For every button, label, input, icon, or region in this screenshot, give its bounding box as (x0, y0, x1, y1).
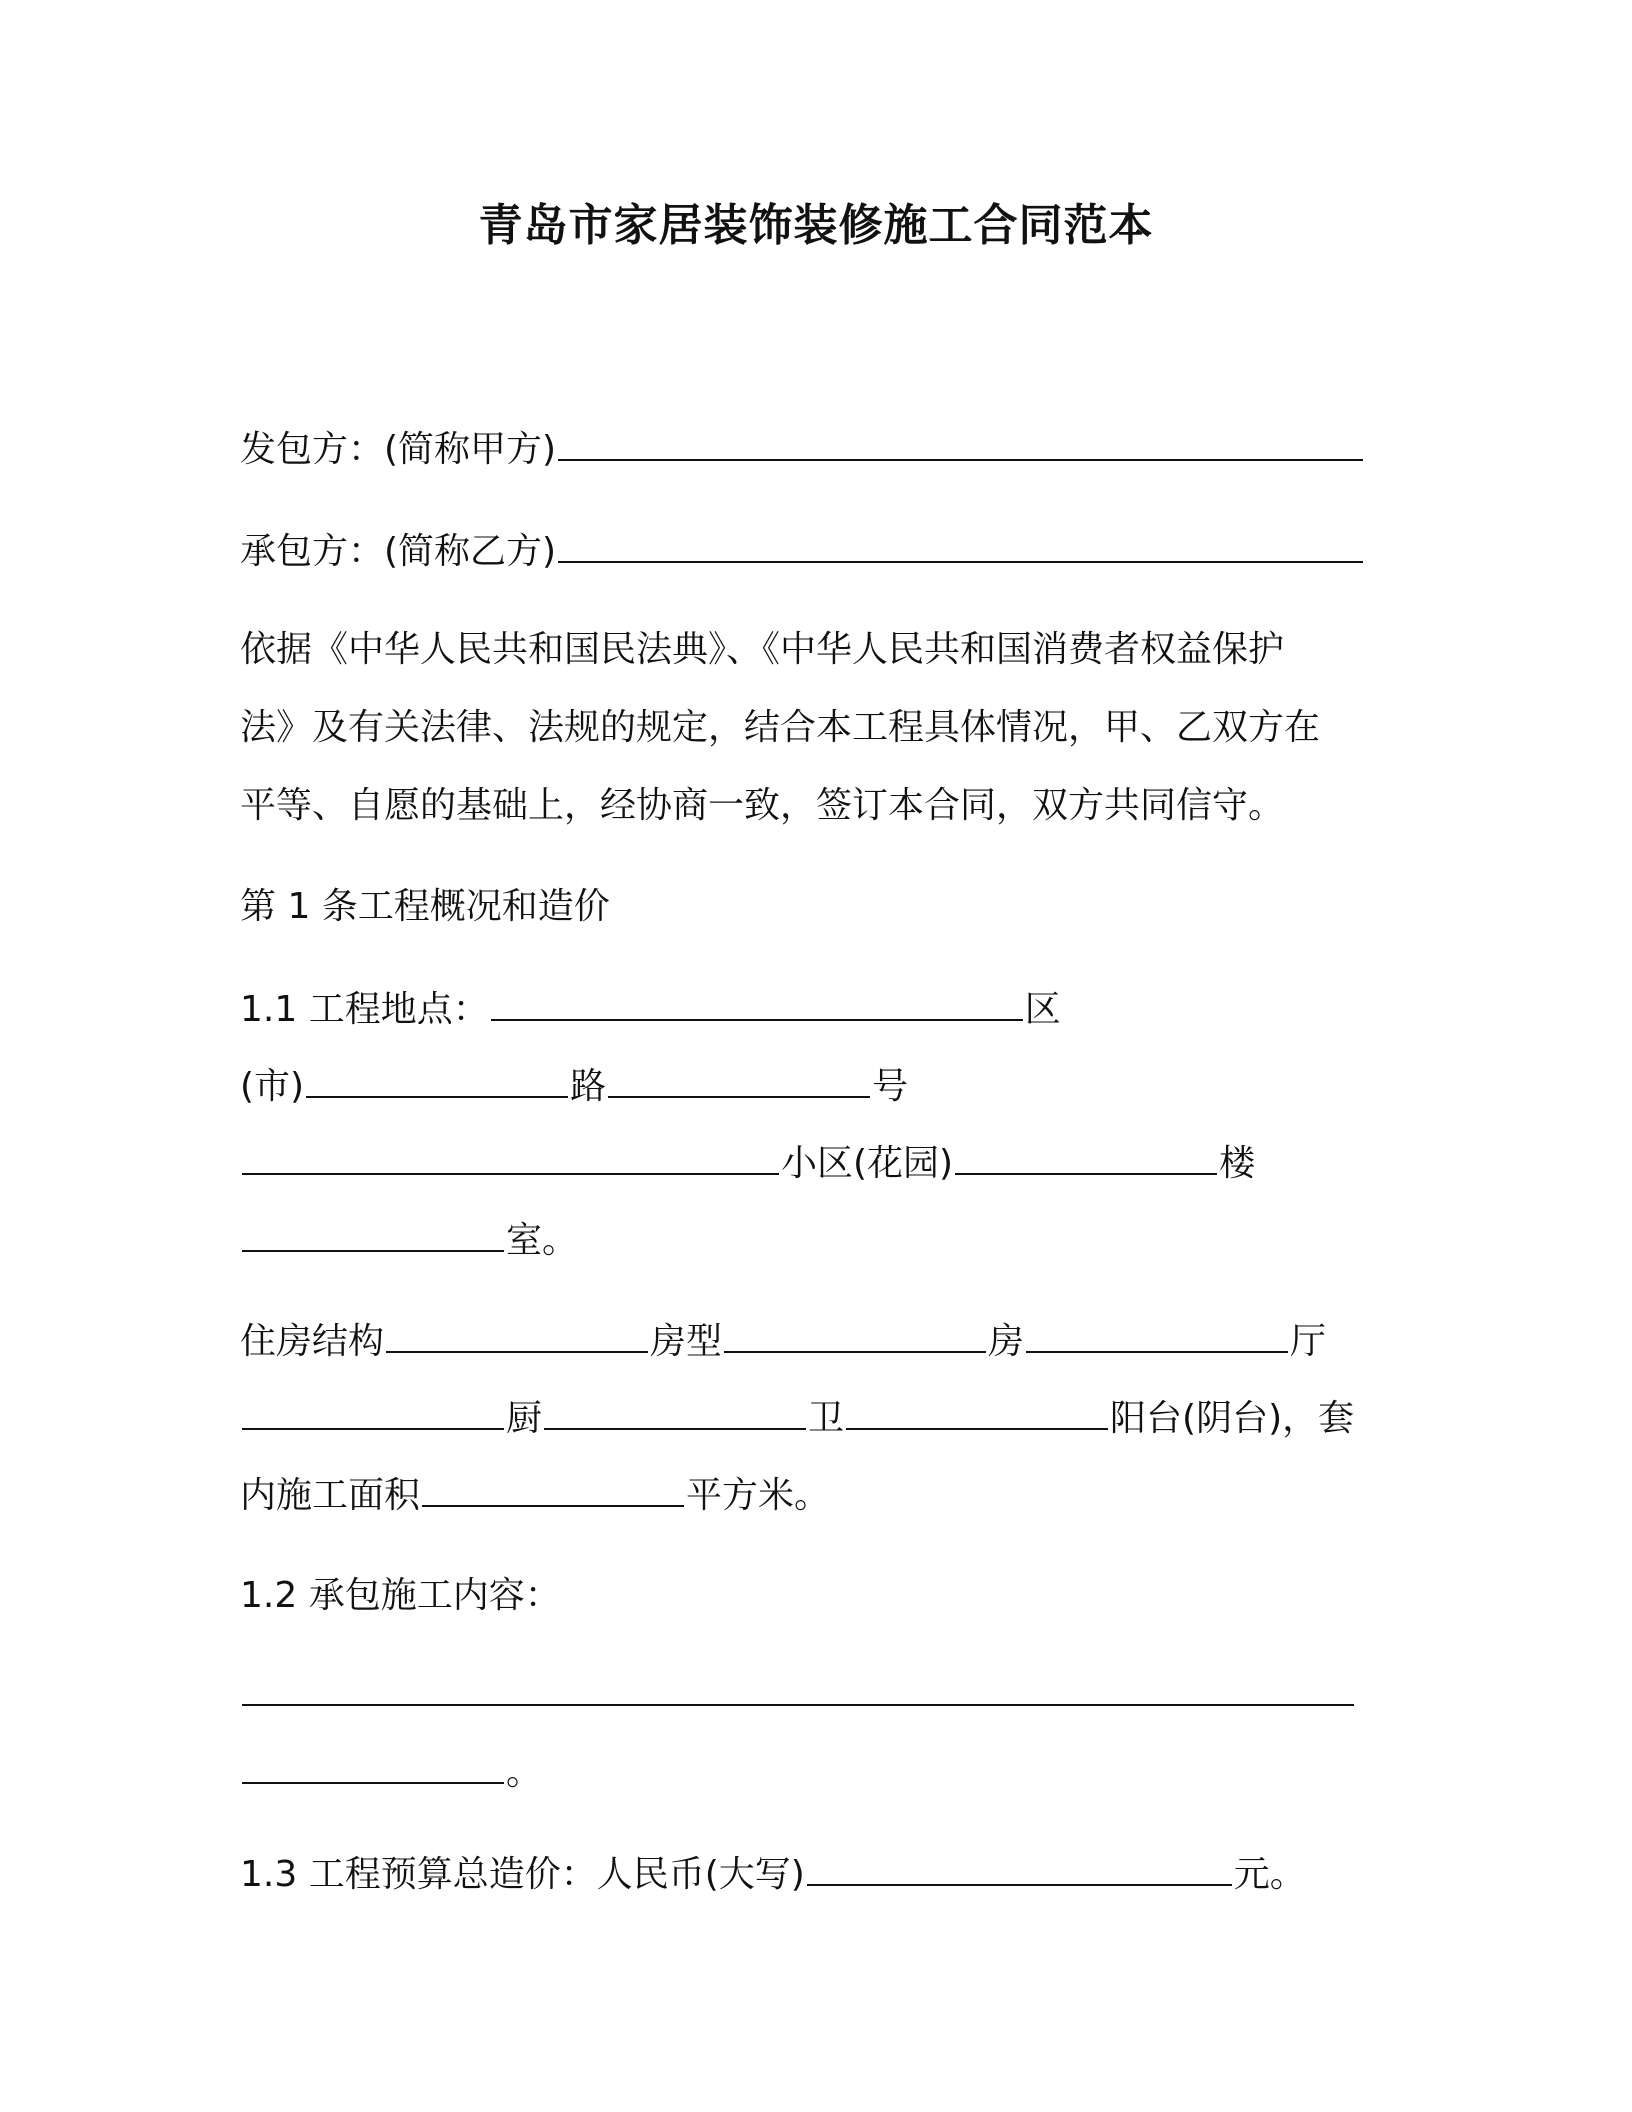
construction-content-end: 。 (506, 1752, 543, 1793)
party-b-label: 承包方：(简称乙方) (240, 531, 557, 572)
budget-unit: 元。 (1233, 1854, 1306, 1895)
community-field[interactable] (242, 1139, 779, 1175)
party-a-label: 发包方：(简称甲方) (240, 429, 557, 470)
area-label: 内施工面积 (240, 1475, 421, 1516)
city-label: (市) (240, 1066, 305, 1107)
number-field[interactable] (608, 1062, 870, 1098)
budget-line (240, 1850, 1306, 1899)
kitchen-unit-label: 厨 (506, 1398, 543, 1439)
project-location-line (240, 985, 1061, 1034)
road-suffix: 路 (570, 1066, 607, 1107)
road-field[interactable] (306, 1062, 568, 1098)
construction-content-field-2[interactable] (242, 1748, 504, 1784)
housing-line-3 (240, 1471, 830, 1520)
bath-count-field[interactable] (846, 1394, 1108, 1430)
district-suffix: 区 (1024, 989, 1061, 1030)
house-type-field[interactable] (724, 1317, 986, 1353)
budget-amount-field[interactable] (807, 1850, 1232, 1886)
party-b-line (240, 527, 1365, 576)
area-unit: 平方米。 (686, 1475, 831, 1516)
construction-content-label: 1.2 承包施工内容： (240, 1575, 561, 1616)
preamble-line-2: 法》及有关法律、法规的规定，结合本工程具体情况，甲、乙双方在 (240, 707, 1321, 748)
room-unit-label: 房 (988, 1321, 1025, 1362)
balcony-label: 阳台(阴台)，套 (1110, 1398, 1355, 1439)
address-line-3 (240, 1139, 1255, 1188)
construction-content-field-1[interactable] (242, 1670, 1354, 1706)
party-a-field[interactable] (558, 425, 1363, 461)
article-1-heading: 第 1 条工程概况和造价 (240, 886, 610, 927)
construction-content-line-2 (240, 1748, 542, 1797)
area-field[interactable] (422, 1471, 684, 1507)
number-suffix: 号 (872, 1066, 909, 1107)
address-line-4 (240, 1216, 578, 1265)
preamble-line-3: 平等、自愿的基础上，经协商一致，签订本合同，双方共同信守。 (240, 785, 1285, 826)
hall-unit-label: 厅 (1290, 1321, 1327, 1362)
party-b-field[interactable] (558, 527, 1363, 563)
kitchen-count-field[interactable] (544, 1394, 806, 1430)
preamble-line-1: 依据《中华人民共和国民法典》、《中华人民共和国消费者权益保护 (240, 629, 1285, 670)
building-field[interactable] (955, 1139, 1217, 1175)
housing-structure-label: 住房结构 (240, 1321, 385, 1362)
housing-line-2 (240, 1394, 1354, 1443)
community-suffix: 小区(花园) (781, 1143, 954, 1184)
housing-line-1 (240, 1317, 1326, 1366)
document-title: 青岛市家居装饰装修施工合同范本 (478, 200, 1154, 251)
house-type-label: 房型 (650, 1321, 723, 1362)
bath-unit-label: 卫 (808, 1398, 845, 1439)
building-suffix: 楼 (1219, 1143, 1256, 1184)
construction-content-line-1 (240, 1670, 1356, 1719)
address-line-2 (240, 1062, 908, 1111)
project-location-label: 1.1 工程地点： (240, 989, 489, 1030)
district-field[interactable] (491, 985, 1023, 1021)
party-a-line (240, 425, 1365, 474)
room-suffix: 室。 (506, 1220, 579, 1261)
hall-count-field[interactable] (242, 1394, 504, 1430)
room-field[interactable] (242, 1216, 504, 1252)
budget-label: 1.3 工程预算总造价：人民币(大写) (240, 1854, 805, 1895)
housing-structure-field[interactable] (386, 1317, 648, 1353)
room-count-field[interactable] (1026, 1317, 1288, 1353)
